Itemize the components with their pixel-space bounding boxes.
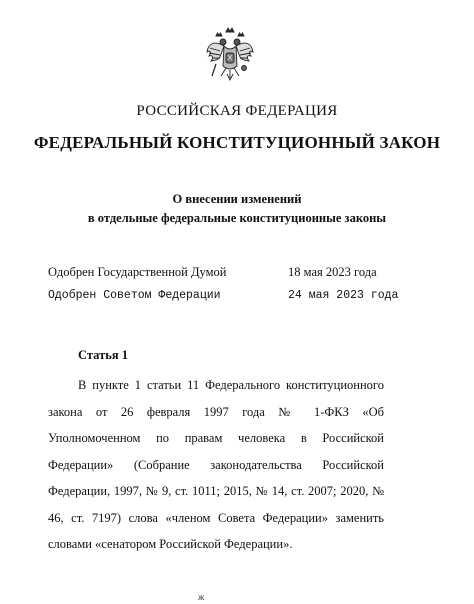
country-name: РОССИЙСКАЯ ФЕДЕРАЦИЯ [136, 103, 338, 119]
article-body: В пункте 1 статьи 11 Федерального конституционного закона от 26 февраля 1997 года № 1-ФКЗ «Об Уполномоченном по правам человека в Российской Федерации» (Собрание законодательства Российской Федерации, 1997, № 9, ст. 1011; 2015, № 14, ст. 2007; 2020, № 46, ст. 7197) слова «членом Совета Федерации» заменить словами «сенатором Российской Федерации». [48, 378, 384, 551]
approval-council-date: 24 мая 2023 года [288, 289, 399, 302]
approval-duma-date: 18 мая 2023 года [288, 265, 377, 279]
article-title: Статья 1 [78, 348, 128, 362]
law-type-title: ФЕДЕРАЛЬНЫЙ КОНСТИТУЦИОННЫЙ ЗАКОН [33, 133, 441, 152]
subject-line-2: в отдельные федеральные конституционные законы [87, 211, 387, 225]
law-subject [0, 190, 474, 228]
approval-duma-label: Одобрен Государственной Думой [48, 265, 227, 279]
subject-line-1: О внесении изменений [172, 192, 302, 206]
page-mark: ж [198, 592, 205, 602]
russian-coat-of-arms-icon [204, 26, 256, 88]
approval-council-label: Одобрен Советом Федерации [48, 289, 221, 302]
